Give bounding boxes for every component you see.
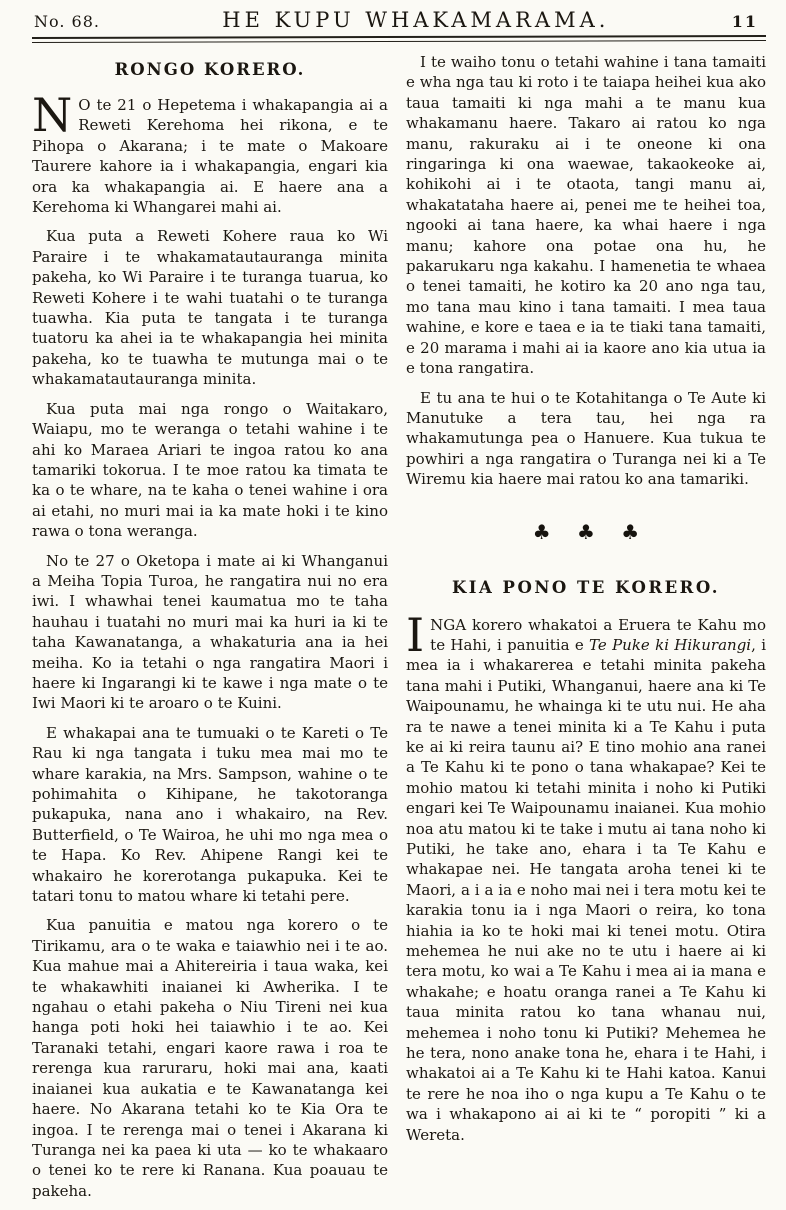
paragraph-text: , i mea ia i whakarerea e tetahi minita pakeha tana mahi i Putiki, Whanganui, haere ana ki Te Waipounamu, he whainga ki te utu nui. He aha ra te nawe a tenei minita ki a Te Kahu i puta ke ai ki reira taunu ai? E tino mohio ana ranei a Te Kahu ki te pono o tana whakapae? Kei te mohio matou ki tetahi minita i noho ki Putiki engari kei Te Waipounamu inaianei. Kua mohio noa atu matou ki te take i mutu ai tana noho ki Putiki, he take ano, ehara i ta Te Kahu e whakapae nei. He tangata aroha tenei ki te Maori, a i a ia e noho mai nei i tera motu kei te karakia tonu ia i nga Maori o reira, ko tona hiahia ia ko te hoki mai ki tenei motu. Otira mehemea he nui ake no te utu i haere ai ki tera motu, ko wai a Te Kahu i mea ai ia mana e whakahe; e hoatu oranga ranei a Te Kahu ki taua minita ratou ko tana whanau nui, mehemea i noho tonu ki Putiki? Mehemea he he tera, nono anake tona he, ehara i te Hahi, i whakatoi ai a Te Kahu ki te Hahi katoa. Kanui te rere he noa iho o nga kupu a Te Kahu o te wa i whakapono ai ai ki te “ poropiti ” ki a Wereta. [406,635,766,1144]
paragraph: Kua puta mai nga rongo o Waitakaro, Waiapu, mo te weranga o tetahi wahine i te ahi ko Maraea Ariari te ingoa ratou ko ana tamariki tokorua. I te moe ratou ka timata te ka o te whare, na te kaha o tenei wahine i ora ai etahi, no muri mai ia ka mate hoki i te kino rawa o tona weranga. [32,399,388,541]
article-heading-rongo-korero: RONGO KORERO. [114,60,306,79]
right-column [406,52,766,1210]
paragraph: E whakapai ana te tumuaki o te Kareti o Te Rau ki nga tangata i tuku mea mai mo te whare karakia, na Mrs. Sampson, wahine o te pohimahita o Kihipane, he takotoranga pukapuka, nana ano i whakairo, na Rev. Butterfield, o Te Wairoa, he uhi mo nga mea o te Hapa. Ko Rev. Ahipene Rangi kei te whakairo he korerotanga pukapuka. Kei te tatari tonu to matou whare ki tetahi pere. [32,723,388,906]
two-column-body [32,52,766,1210]
paragraph: I te waiho tonu o tetahi wahine i tana tamaiti e wha nga tau ki roto i te taiapa heihei kua ako taua tamaiti ki nga mahi a te manu kua whakamanu haere. Takaro ai ratou ko nga manu, rakuraku ai i te oneone ki ona ringaringa ki ona waewae, takaokeoke ai, kohikohi ai i te otaota, tangi manu ai, whakatataha haere ai, penei me te heihei toa, ngooki ai tana haere, ka whai haere i nga manu; kahore ona potae ona hu, he pakarukaru nga kakahu. I hamenetia te whaea o tenei tamaiti, he kotiro ka 20 ano nga tau, mo tana mau kino i tana tamaiti. I mea taua wahine, e kore e taea e ia te tiaki tana tamaiti, e 20 marama i mahi ai ia kaore ano kia utua ia e tona rangatira. [406,53,766,378]
left-column [32,52,388,1210]
paragraph [32,88,388,217]
newspaper-title: HE KUPU WHAKAMARAMA. [222,8,610,32]
drop-cap: I [406,607,425,662]
drop-cap: N [32,88,73,142]
masthead-rule [32,35,766,43]
issue-number: No. 68. [34,12,100,31]
paragraph: No te 27 o Oketopa i mate ai ki Whanganui a Meiha Topia Turoa, he rangatira nui no era iwi. I whawhai tenei kaumatua mo te taha hauhau i tuatahi no muri mai ka huri ia ki te taha Kawanatanga, a whakaturia ana ia hei meiha. Ko ia tetahi o nga rangatira Maori i haere ki Ingarangi ki te kawe i nga mate o te Iwi Maori ki te aroaro o te Kuini. [32,551,388,713]
club-glyphs: ♣ ♣ ♣ [532,519,640,544]
paragraph: Kua panuitia e matou nga korero o te Tirikamu, ara o te waka e taiawhio nei i te ao. Kua mahue mai a Ahitereiria i taua waka, kei te whakawhiti inaianei ki Awherika. I te ngahau o etahi pakeha o Niu Tireni nei kua hanga poti hoki hei taiawhio i te ao. Kei Taranaki tetahi, engari kaore rawa i roa te rerenga kua raruraru, hoki mai ana, kaati inaianei kua aukatia e te Kawanatanga kei haere. No Akarana tetahi ko te Kia Ora te ingoa. I te rerenga mai o tenei i Akarana ki Turanga nei ka paea ki uta — ko te whakaaro o tenei ko te rere ki Ranana. Kua poauau te pakeha. [32,916,388,1200]
paragraph-text: O te 21 o Hepetema i whakapangia ai a Reweti Kerehoma hei rikona, e te Pihopa o Akarana; i te mate o Makoare Taurere kahore ia i whakapangia, engari kia ora ka whakapangia ai. E haere ana a Kerehoma ki Whangarei mahi ai. [32,96,388,217]
publication-name-italic: Te Puke ki Hikurangi [589,635,752,654]
club-ornament-icon [406,520,766,544]
masthead [32,6,766,36]
paragraph-text: NGA korero whakatoi a Eruera te Kahu mo te Hahi, i panuitia e [430,615,766,654]
paragraph [406,607,766,1146]
page-number: 11 [731,12,758,31]
paragraph: Kua puta a Reweti Kohere raua ko Wi Paraire i te whakamatautauranga minita pakeha, ko Wi Paraire i te turanga tuarua, ko Reweti Kohere i te wahi tuatahi o te turanga tuawha. Kia puta te tangata i te turanga tuatoru ka ahei ia te whakapangia hei minita pakeha, ko te tuawha te mutunga mai o te whakamatautauranga minita. [32,227,388,389]
article-heading-kia-pono-te-korero: KIA PONO TE KORERO. [451,577,721,597]
paragraph: E tu ana te hui o te Kotahitanga o Te Aute ki Manutuke a tera tau, hei nga ra whakamutunga pea o Hanuere. Kua tukua te powhiri a nga rangatira o Turanga nei ki a Te Wiremu kia haere mai ratou ko ana tamariki. [406,388,766,489]
